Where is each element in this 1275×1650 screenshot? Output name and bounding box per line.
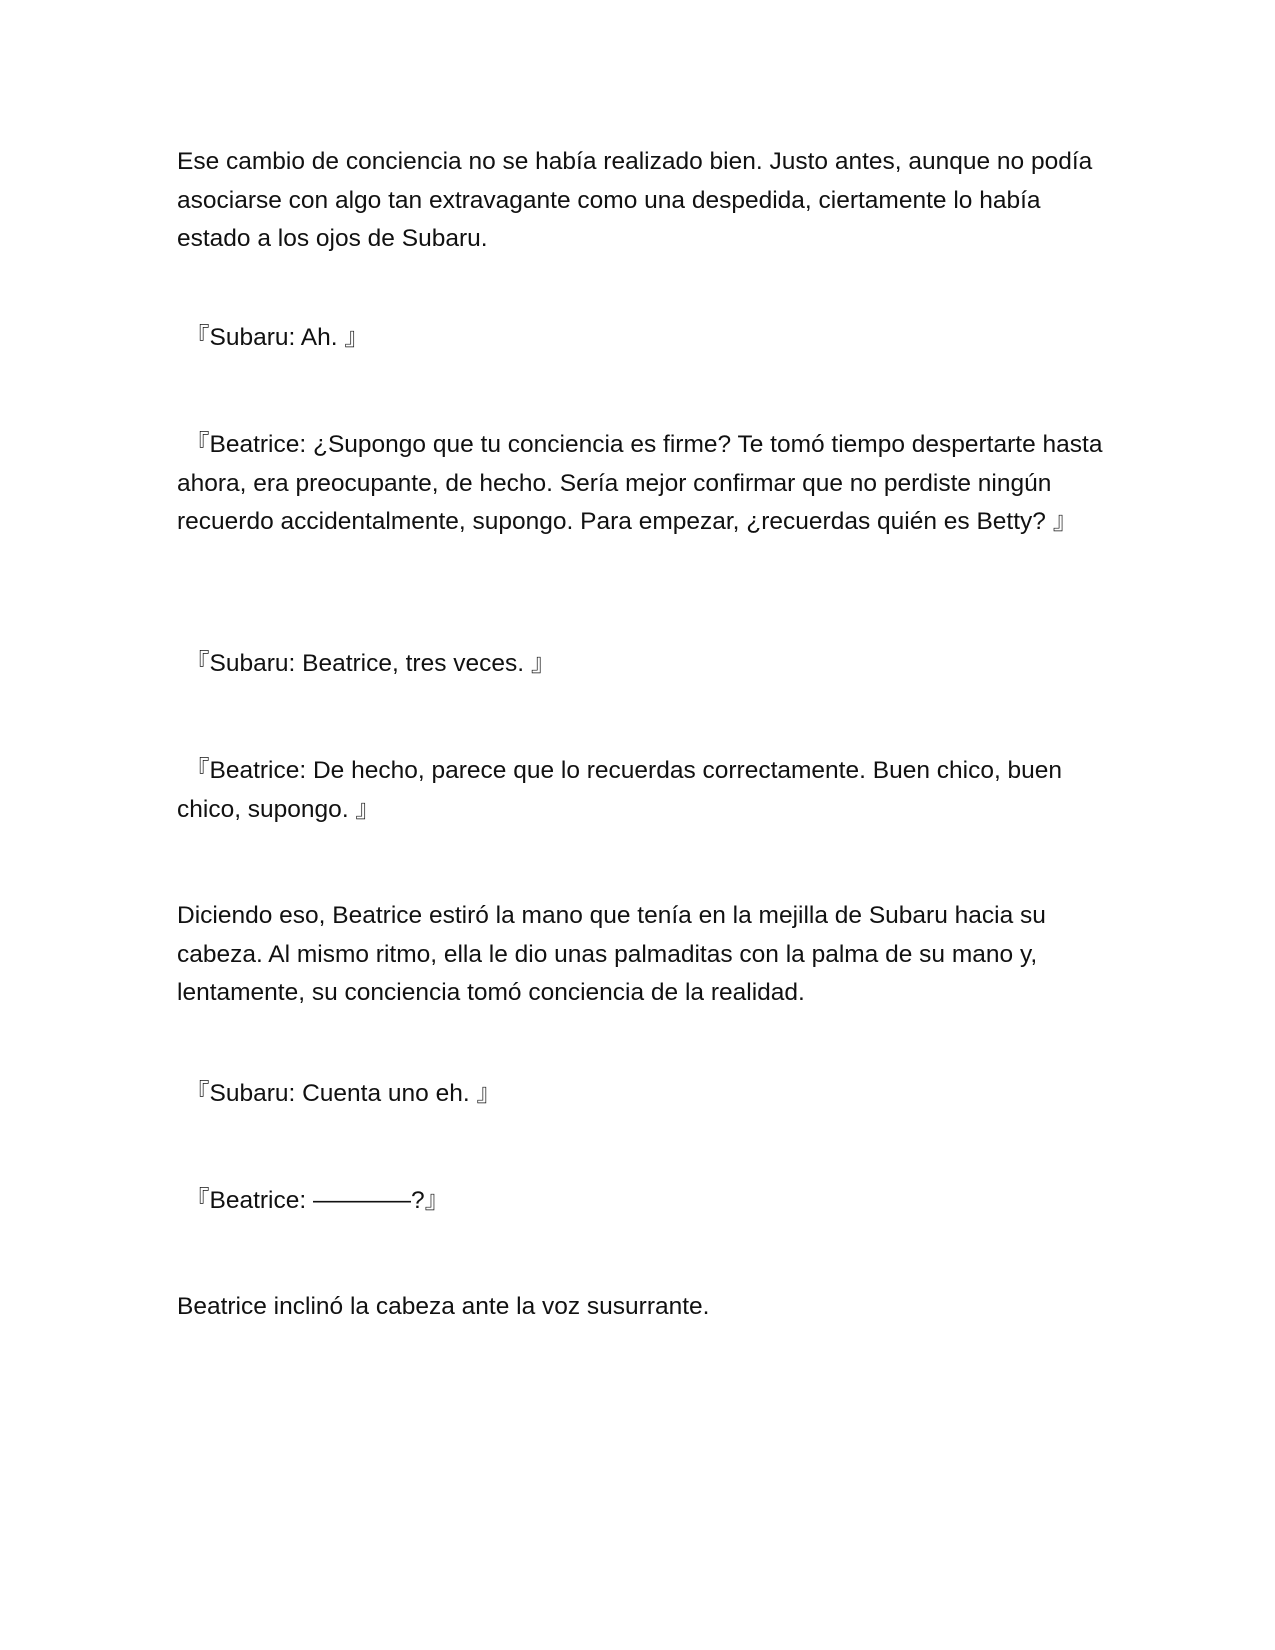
paragraph-narration-3: Beatrice inclinó la cabeza ante la voz susurrante. bbox=[177, 1293, 710, 1320]
dialogue-beatrice-1: 『Beatrice: ¿Supongo que tu conciencia es firme? Te tomó tiempo despertarte hasta ahora, era preocupante, de hecho. Sería mejor confirmar que no perdiste ningún recuerdo accidentalmente, supongo. Para empezar, ¿recuerdas quién es Betty? 』 bbox=[177, 431, 1103, 535]
paragraph-narration-2: Diciendo eso, Beatrice estiró la mano que tenía en la mejilla de Subaru hacia su cabeza. Al mismo ritmo, ella le dio unas palmaditas con la palma de su mano y, lentamente, su conciencia tomó conciencia de la realidad. bbox=[177, 902, 1046, 1006]
dialogue-beatrice-2: 『Beatrice: De hecho, parece que lo recuerdas correctamente. Buen chico, buen chico, supongo. 』 bbox=[177, 757, 1063, 823]
dialogue-subaru-2: 『Subaru: Beatrice, tres veces. 』 bbox=[185, 650, 556, 677]
dialogue-subaru-1: 『Subaru: Ah. 』 bbox=[185, 324, 369, 351]
dialogue-beatrice-3: 『Beatrice: ————?』 bbox=[185, 1187, 450, 1214]
dialogue-subaru-3: 『Subaru: Cuenta uno eh. 』 bbox=[185, 1080, 501, 1107]
paragraph-narration-1: Ese cambio de conciencia no se había realizado bien. Justo antes, aunque no podía asociarse con algo tan extravagante como una despedida, ciertamente lo había estado a los ojos de Subaru. bbox=[177, 148, 1093, 252]
